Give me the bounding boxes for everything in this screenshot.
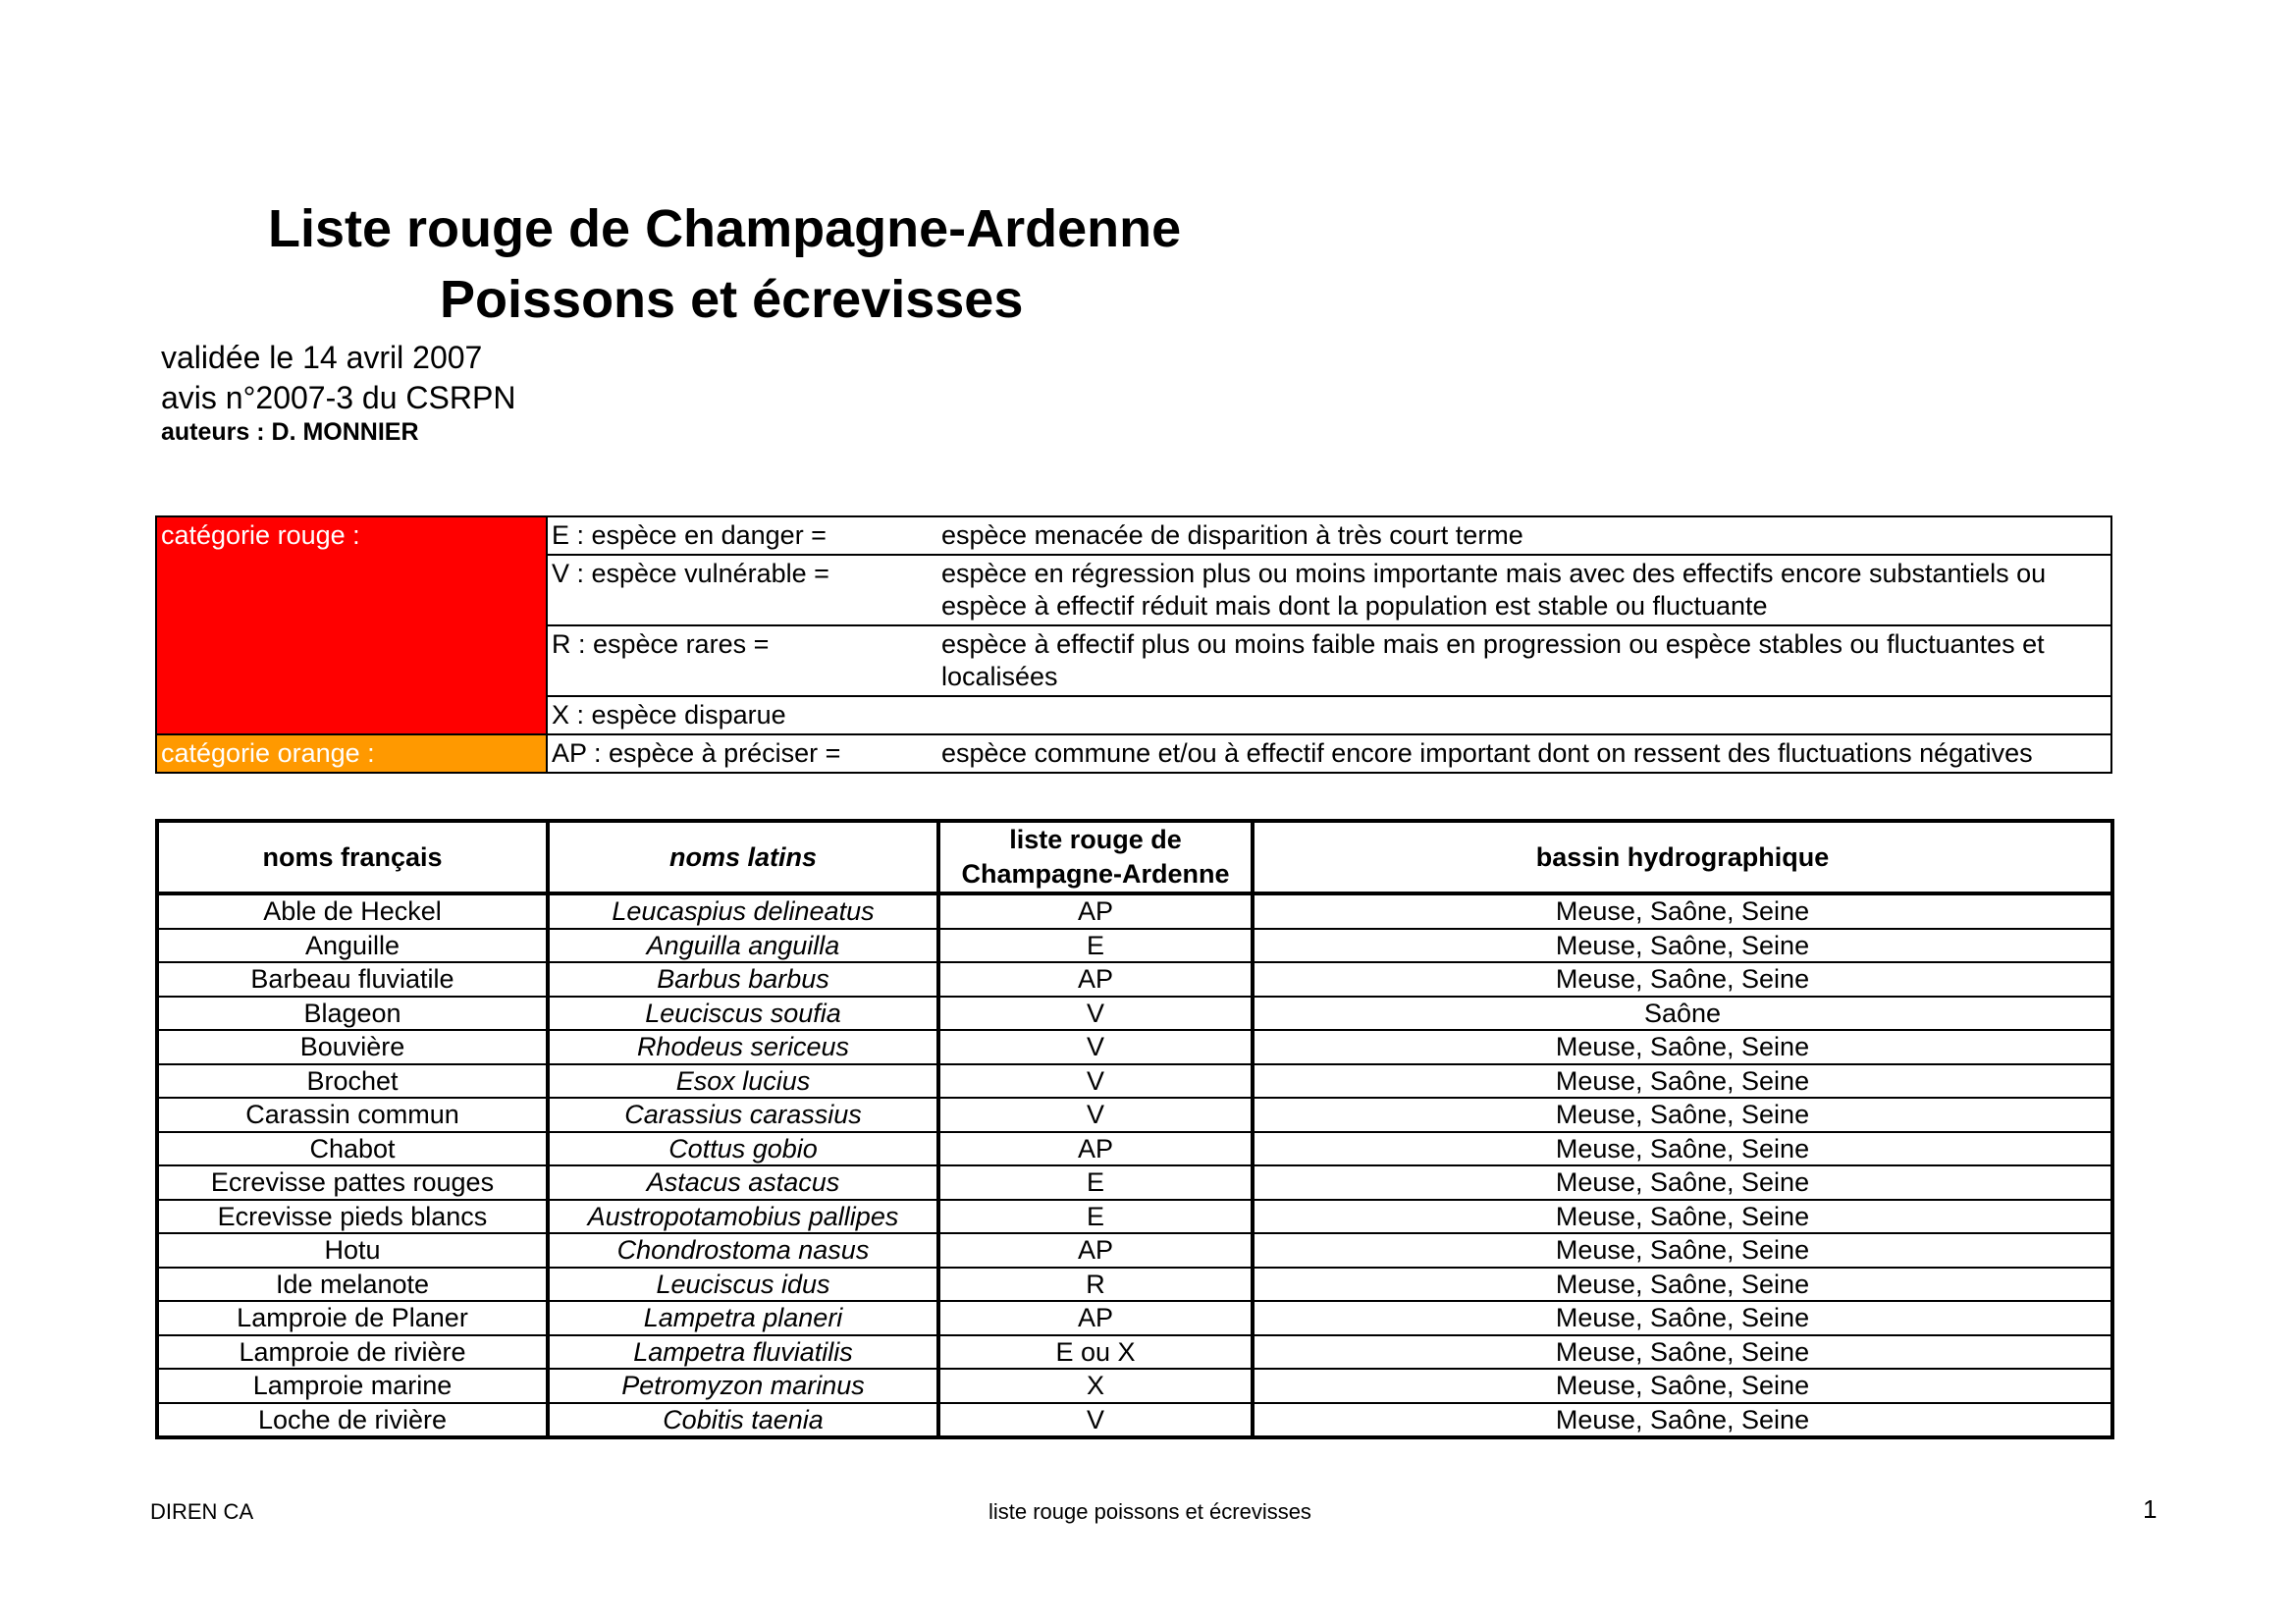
basin-cell: Meuse, Saône, Seine <box>1253 1165 2112 1200</box>
french-name-cell: Lamproie marine <box>157 1369 548 1403</box>
column-header-basin: bassin hydrographique <box>1253 821 2112 893</box>
status-cell: E <box>938 1165 1253 1200</box>
validation-date: validée le 14 avril 2007 <box>161 340 483 375</box>
latin-name-cell: Cobitis taenia <box>548 1403 938 1438</box>
french-name-cell: Ecrevisse pieds blancs <box>157 1200 548 1234</box>
basin-cell: Meuse, Saône, Seine <box>1253 1301 2112 1335</box>
legend-row <box>156 516 2111 555</box>
table-row <box>157 1301 2112 1335</box>
french-name-cell: Hotu <box>157 1233 548 1268</box>
legend-term: AP : espèce à préciser = <box>547 734 937 773</box>
latin-name-cell: Lampetra planeri <box>548 1301 938 1335</box>
status-cell: V <box>938 1030 1253 1064</box>
basin-cell: Meuse, Saône, Seine <box>1253 1030 2112 1064</box>
table-row <box>157 1268 2112 1302</box>
status-cell: AP <box>938 1233 1253 1268</box>
footer-document-title: liste rouge poissons et écrevisses <box>988 1499 1311 1524</box>
column-header-status-line2: Champagne-Ardenne <box>961 859 1230 889</box>
page-subtitle: Poissons et écrevisses <box>440 270 1024 329</box>
french-name-cell: Carassin commun <box>157 1098 548 1132</box>
latin-name-cell: Carassius carassius <box>548 1098 938 1132</box>
status-cell: V <box>938 1064 1253 1099</box>
table-row <box>157 997 2112 1031</box>
page-number: 1 <box>2143 1494 2158 1524</box>
legend-term: V : espèce vulnérable = <box>547 555 937 625</box>
french-name-cell: Anguille <box>157 929 548 963</box>
latin-name-cell: Cottus gobio <box>548 1132 938 1166</box>
french-name-cell: Chabot <box>157 1132 548 1166</box>
french-name-cell: Bouvière <box>157 1030 548 1064</box>
authors: auteurs : D. MONNIER <box>161 418 419 446</box>
column-header-status-line1: liste rouge de <box>1009 825 1182 854</box>
status-cell: E <box>938 929 1253 963</box>
page-title: Liste rouge de Champagne-Ardenne <box>268 199 1182 258</box>
basin-cell: Meuse, Saône, Seine <box>1253 1064 2112 1099</box>
category-legend-table <box>155 515 2112 774</box>
latin-name-cell: Lampetra fluviatilis <box>548 1335 938 1370</box>
latin-name-cell: Rhodeus sericeus <box>548 1030 938 1064</box>
basin-cell: Meuse, Saône, Seine <box>1253 1233 2112 1268</box>
latin-name-cell: Leuciscus soufia <box>548 997 938 1031</box>
basin-cell: Meuse, Saône, Seine <box>1253 1132 2112 1166</box>
legend-description: espèce commune et/ou à effectif encore important dont on ressent des fluctuations négatives <box>937 734 2111 773</box>
table-row <box>157 893 2112 929</box>
legend-term: X : espèce disparue <box>547 696 937 734</box>
status-cell: V <box>938 997 1253 1031</box>
table-row <box>157 1403 2112 1438</box>
status-cell: AP <box>938 962 1253 997</box>
red-category-label: catégorie rouge : <box>156 516 547 734</box>
french-name-cell: Lamproie de Planer <box>157 1301 548 1335</box>
latin-name-cell: Anguilla anguilla <box>548 929 938 963</box>
table-row <box>157 1233 2112 1268</box>
column-header-status <box>938 821 1253 893</box>
status-cell: AP <box>938 893 1253 929</box>
column-header-latin-names-text: noms latins <box>668 841 818 872</box>
table-row <box>157 1335 2112 1370</box>
column-header-latin-names <box>548 821 938 893</box>
avis-reference: avis n°2007-3 du CSRPN <box>161 380 516 415</box>
basin-cell: Meuse, Saône, Seine <box>1253 1098 2112 1132</box>
table-row <box>157 929 2112 963</box>
status-cell: V <box>938 1403 1253 1438</box>
table-header-row <box>157 821 2112 893</box>
status-cell: E <box>938 1200 1253 1234</box>
table-row <box>157 1165 2112 1200</box>
french-name-cell: Barbeau fluviatile <box>157 962 548 997</box>
legend-description: espèce à effectif plus ou moins faible mais en progression ou espèce stables ou fluctuantes et localisées <box>937 625 2111 696</box>
french-name-cell: Lamproie de rivière <box>157 1335 548 1370</box>
table-row <box>157 1064 2112 1099</box>
french-name-cell: Loche de rivière <box>157 1403 548 1438</box>
table-row <box>157 1132 2112 1166</box>
basin-cell: Meuse, Saône, Seine <box>1253 1403 2112 1438</box>
french-name-cell: Able de Heckel <box>157 893 548 929</box>
legend-description: espèce menacée de disparition à très court terme <box>937 516 2111 555</box>
latin-name-cell: Esox lucius <box>548 1064 938 1099</box>
french-name-cell: Ide melanote <box>157 1268 548 1302</box>
table-row <box>157 1030 2112 1064</box>
latin-name-cell: Barbus barbus <box>548 962 938 997</box>
table-row <box>157 1369 2112 1403</box>
basin-cell: Meuse, Saône, Seine <box>1253 893 2112 929</box>
table-row <box>157 962 2112 997</box>
legend-description <box>937 696 2111 734</box>
latin-name-cell: Leuciscus idus <box>548 1268 938 1302</box>
french-name-cell: Ecrevisse pattes rouges <box>157 1165 548 1200</box>
table-row <box>157 1200 2112 1234</box>
latin-name-cell: Astacus astacus <box>548 1165 938 1200</box>
basin-cell: Meuse, Saône, Seine <box>1253 1200 2112 1234</box>
latin-name-cell: Leucaspius delineatus <box>548 893 938 929</box>
status-cell: X <box>938 1369 1253 1403</box>
status-cell: AP <box>938 1301 1253 1335</box>
status-cell: E ou X <box>938 1335 1253 1370</box>
basin-cell: Meuse, Saône, Seine <box>1253 929 2112 963</box>
orange-category-label: catégorie orange : <box>156 734 547 773</box>
french-name-cell: Brochet <box>157 1064 548 1099</box>
basin-cell: Meuse, Saône, Seine <box>1253 1268 2112 1302</box>
basin-cell: Meuse, Saône, Seine <box>1253 1369 2112 1403</box>
footer-organization: DIREN CA <box>150 1499 254 1524</box>
legend-term: R : espèce rares = <box>547 625 937 696</box>
legend-row <box>156 734 2111 773</box>
latin-name-cell: Austropotamobius pallipes <box>548 1200 938 1234</box>
basin-cell: Meuse, Saône, Seine <box>1253 962 2112 997</box>
status-cell: R <box>938 1268 1253 1302</box>
species-table-body <box>157 893 2112 1437</box>
status-cell: V <box>938 1098 1253 1132</box>
latin-name-cell: Chondrostoma nasus <box>548 1233 938 1268</box>
basin-cell: Saône <box>1253 997 2112 1031</box>
column-header-french-names: noms français <box>157 821 548 893</box>
legend-description: espèce en régression plus ou moins importante mais avec des effectifs encore substantiels ou espèce à effectif réduit mais dont la population est stable ou fluctuante <box>937 555 2111 625</box>
table-row <box>157 1098 2112 1132</box>
basin-cell: Meuse, Saône, Seine <box>1253 1335 2112 1370</box>
species-table <box>155 819 2114 1439</box>
legend-term: E : espèce en danger = <box>547 516 937 555</box>
french-name-cell: Blageon <box>157 997 548 1031</box>
latin-name-cell: Petromyzon marinus <box>548 1369 938 1403</box>
status-cell: AP <box>938 1132 1253 1166</box>
